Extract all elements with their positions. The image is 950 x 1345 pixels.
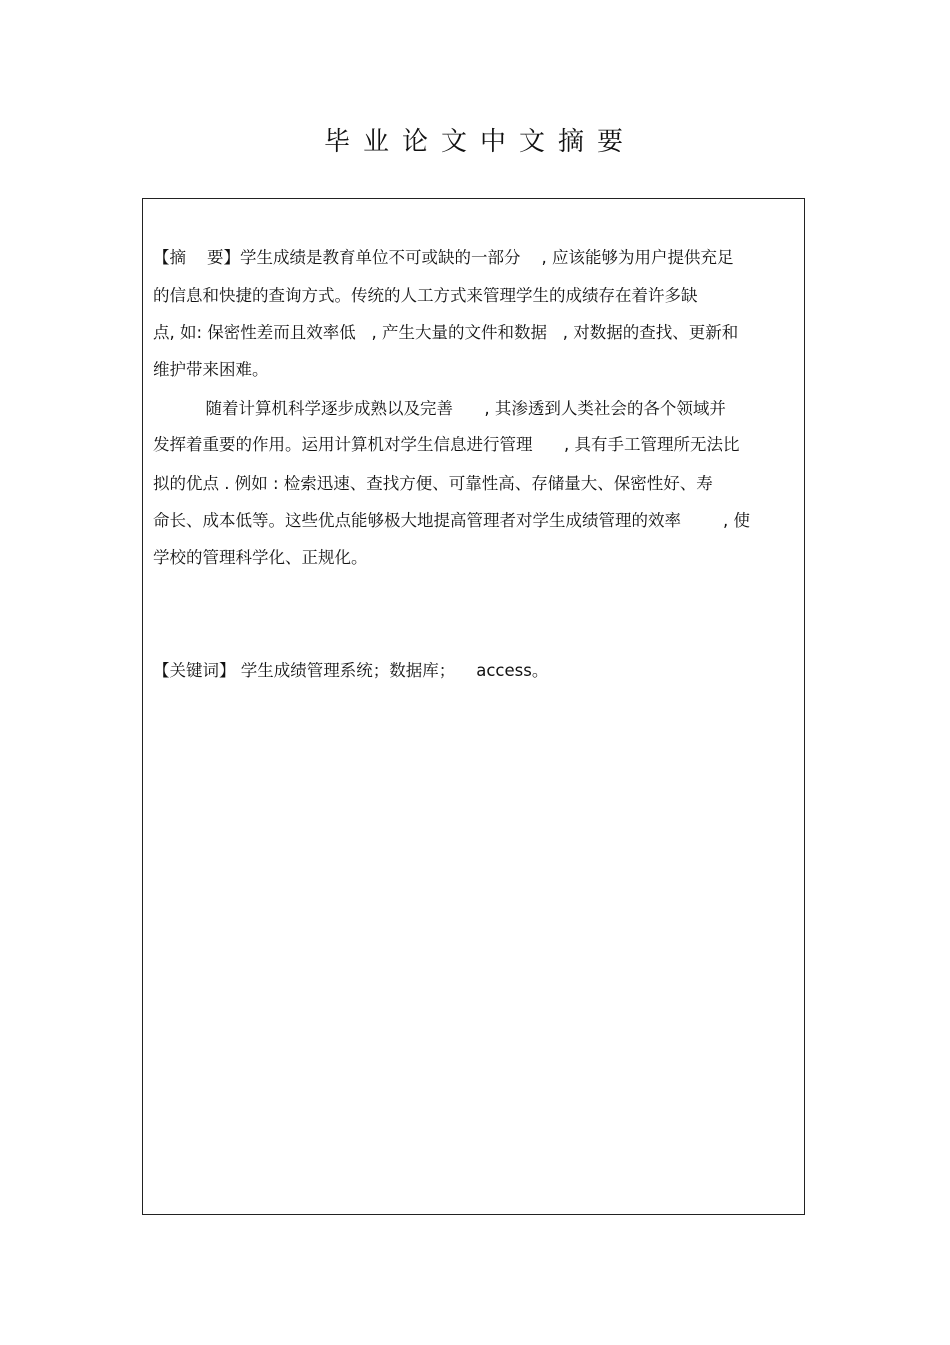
abstract-frame	[142, 198, 805, 1215]
abstract-line: 的信息和快捷的查询方式。传统的人工方式来管理学生的成绩存在着许多缺	[153, 286, 698, 305]
abstract-line: 点, 如: 保密性差而且效率低 , 产生大量的文件和数据 , 对数据的查找、更新和	[153, 323, 739, 342]
keywords-line: 【关键词】 学生成绩管理系统；数据库； access。	[153, 661, 549, 680]
abstract-line: 命长、成本低等。这些优点能够极大地提高管理者对学生成绩管理的效率 , 使	[153, 511, 750, 530]
page-title: 毕业论文中文摘要	[323, 127, 636, 157]
abstract-line: 随着计算机科学逐步成熟以及完善 , 其渗透到人类社会的各个领域并	[153, 399, 726, 418]
abstract-line: 【摘 要】学生成绩是教育单位不可或缺的一部分 , 应该能够为用户提供充足	[153, 248, 734, 267]
abstract-line: 学校的管理科学化、正规化。	[153, 548, 368, 567]
abstract-line: 拟的优点 . 例如 : 检索迅速、查找方便、可靠性高、存储量大、保密性好、寿	[153, 474, 713, 493]
abstract-line: 发挥着重要的作用。运用计算机对学生信息进行管理 , 具有手工管理所无法比	[153, 435, 740, 454]
abstract-line: 维护带来困难。	[153, 360, 269, 379]
